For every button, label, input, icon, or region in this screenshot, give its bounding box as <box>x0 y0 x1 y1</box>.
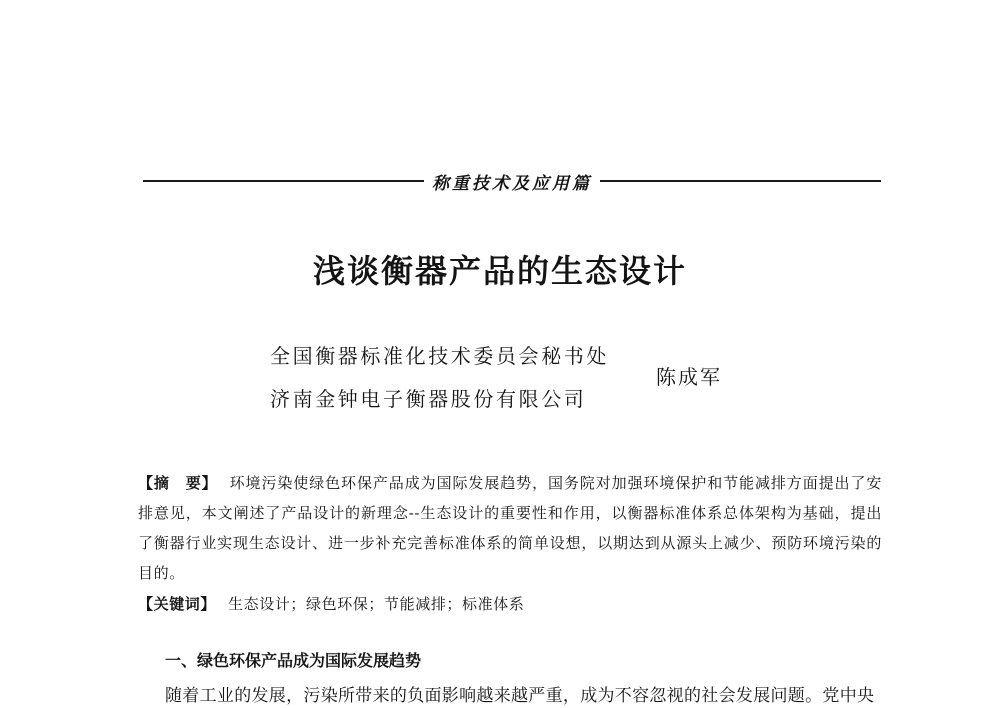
header-rule-left <box>143 180 424 182</box>
affiliation-2: 济南金钟电子衡器股份有限公司 <box>270 387 587 411</box>
affiliation-1: 全国衡器标准化技术委员会秘书处 <box>270 344 609 368</box>
keywords-label: 【关键词】 <box>138 595 217 613</box>
header-rule-right <box>600 180 881 182</box>
keywords-text: 生态设计；绿色环保；节能减排；标准体系 <box>228 595 525 613</box>
body-paragraph: 随着工业的发展，污染所带来的负面影响越来越严重，成为不容忽视的社会发展问题。党中央 <box>165 686 875 706</box>
abstract-block <box>138 468 882 588</box>
section-header <box>143 168 881 194</box>
keywords-block <box>138 590 882 618</box>
abstract-text: 环境污染使绿色环保产品成为国际发展趋势，国务院对加强环境保护和节能减排方面提出了安排意见，本文阐述了产品设计的新理念--生态设计的重要性和作用，以衡器标准体系总体架构为基础，提出了衡器行业实现生态设计、进一步补充完善标准体系的简单设想，以期达到从源头上减少、预防环境污染的目的。 <box>138 474 882 582</box>
section-label: 称重技术及应用篇 <box>432 173 592 194</box>
section-heading: 一、绿色环保产品成为国际发展趋势 <box>165 651 422 670</box>
author-name: 陈成军 <box>656 365 722 389</box>
abstract-label: 【摘 要】 <box>138 474 218 492</box>
article-title: 浅谈衡器产品的生态设计 <box>312 252 687 290</box>
